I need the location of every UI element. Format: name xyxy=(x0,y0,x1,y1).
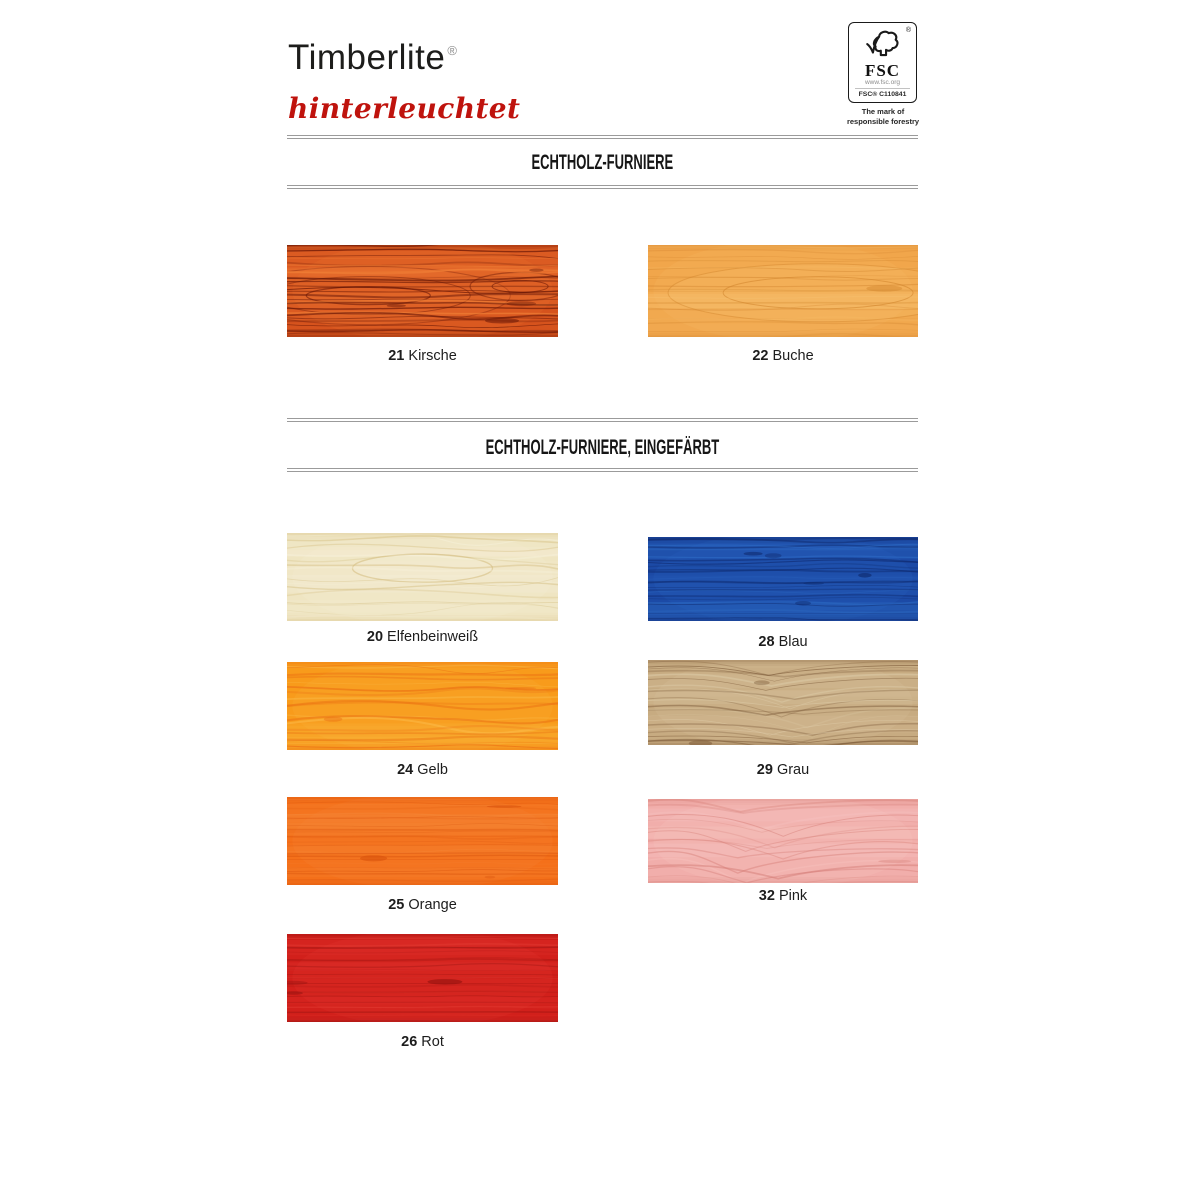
veneer-number: 26 xyxy=(401,1034,418,1050)
veneer-label-29 xyxy=(648,762,918,779)
veneer-number: 25 xyxy=(388,897,405,913)
veneer-name: Kirsche xyxy=(408,348,457,364)
registered-trademark-icon: ® xyxy=(447,43,458,58)
veneer-label-24 xyxy=(287,762,558,779)
brand-tagline: hinterleuchtet xyxy=(288,92,521,125)
veneer-number: 24 xyxy=(397,762,414,778)
section2-divider-bottom xyxy=(287,468,918,472)
veneer-swatch-28 xyxy=(648,537,918,621)
section2-title-text: ECHTHOLZ-FURNIERE, EINGEFÄRBT xyxy=(485,436,720,459)
veneer-number: 22 xyxy=(752,348,769,364)
wood-texture-image xyxy=(648,245,918,337)
fsc-logo-box xyxy=(848,22,917,103)
wood-texture-image xyxy=(287,245,558,337)
veneer-label-28 xyxy=(648,634,918,651)
veneer-swatch-29 xyxy=(648,660,918,745)
fsc-registered-mark: ® xyxy=(905,27,911,34)
veneer-swatch-26 xyxy=(287,934,558,1022)
veneer-label-22 xyxy=(648,348,918,365)
veneer-number: 20 xyxy=(366,629,384,645)
veneer-swatch-20 xyxy=(287,533,558,621)
veneer-name: Elfenbeinweiß xyxy=(387,629,479,645)
veneer-name: Gelb xyxy=(417,762,448,778)
fsc-caption-line2: responsible forestry xyxy=(846,117,920,127)
wood-texture-image xyxy=(287,797,558,885)
fsc-license-code: FSC® C110841 xyxy=(858,91,907,99)
veneer-label-25 xyxy=(287,897,558,914)
section1-title-text: ECHTHOLZ-FURNIERE xyxy=(531,151,674,174)
section2-divider-top xyxy=(287,418,918,422)
veneer-number: 21 xyxy=(388,348,405,364)
veneer-name: Rot xyxy=(421,1034,444,1050)
veneer-name: Grau xyxy=(776,762,810,778)
wood-texture-image xyxy=(648,537,918,621)
veneer-label-32 xyxy=(648,888,918,905)
section1-divider-bottom xyxy=(287,185,918,189)
veneer-swatch-22 xyxy=(648,245,918,337)
wood-texture-image xyxy=(648,660,918,745)
veneer-name: Buche xyxy=(772,348,814,364)
veneer-number: 29 xyxy=(756,762,773,778)
wood-texture-image xyxy=(287,533,558,621)
veneer-swatch-21 xyxy=(287,245,558,337)
section2-title xyxy=(287,437,918,459)
wood-texture-image xyxy=(648,799,918,883)
veneer-name: Pink xyxy=(778,888,808,904)
veneer-label-21 xyxy=(287,348,558,365)
veneer-number: 28 xyxy=(758,634,775,650)
fsc-caption xyxy=(838,107,928,127)
veneer-swatch-25 xyxy=(287,797,558,885)
fsc-acronym: FSC xyxy=(864,61,901,80)
veneer-label-20 xyxy=(287,629,558,646)
veneer-name: Orange xyxy=(408,897,457,913)
fsc-divider xyxy=(855,88,910,89)
fsc-url-text: www.fsc.org xyxy=(864,79,901,87)
section1-divider-top xyxy=(287,135,918,139)
fsc-caption-line1: The mark of xyxy=(861,107,905,116)
veneer-number: 32 xyxy=(758,888,775,904)
fsc-tree-checkmark-icon xyxy=(862,27,904,63)
veneer-swatch-32 xyxy=(648,799,918,883)
veneer-name: Blau xyxy=(778,634,808,650)
wood-texture-image xyxy=(287,662,558,750)
veneer-label-26 xyxy=(287,1034,558,1051)
brand-logo xyxy=(288,38,457,78)
section1-title xyxy=(287,152,918,174)
wood-texture-image xyxy=(287,934,558,1022)
brand-logo-text: Timberlite xyxy=(288,38,446,77)
veneer-swatch-24 xyxy=(287,662,558,750)
